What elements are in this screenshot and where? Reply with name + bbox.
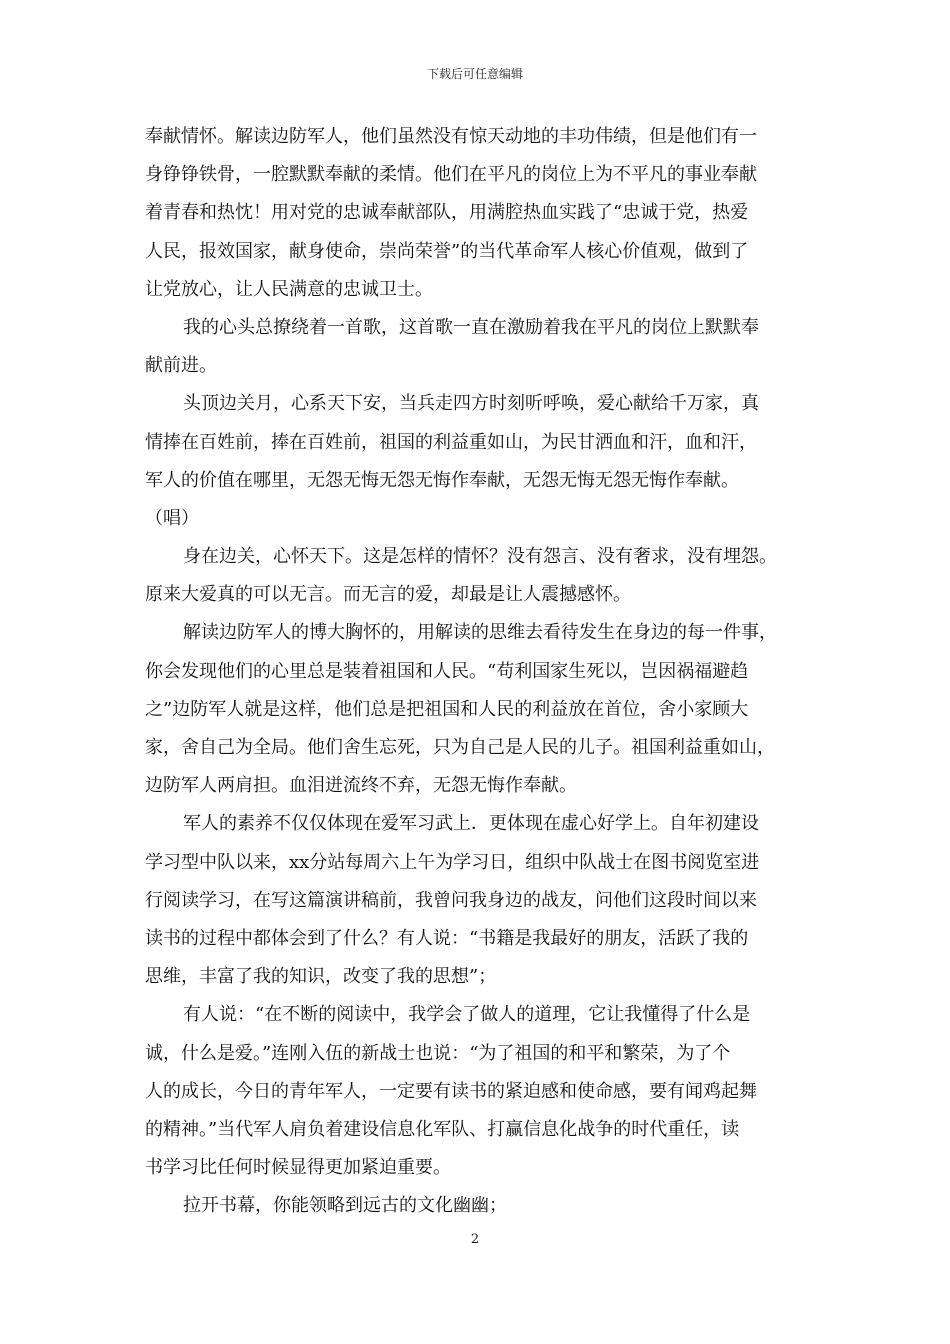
paragraph (145, 385, 809, 538)
text-line: 身在边关，心怀天下。这是怎样的情怀？没有怨言、没有奢求，没有埋怨。 (183, 546, 777, 568)
text-line: 身铮铮铁骨，一腔默默奉献的柔情。他们在平凡的岗位上为不平凡的事业奉献 (145, 164, 757, 186)
text-line: 学习型中队以来，xx分站每周六上午为学习日，组织中队战士在图书阅览室进 (145, 851, 760, 873)
page-number: 2 (470, 1232, 480, 1247)
text-line: 读书的过程中都体会到了什么？有人说：“书籍是我最好的朋友，活跃了我的 (145, 927, 749, 949)
text-line: （唱） (145, 507, 199, 529)
paragraph (145, 538, 809, 614)
text-line: 有人说：“在不断的阅读中，我学会了做人的道理，它让我懂得了什么是 (183, 1004, 751, 1026)
text-line: 头顶边关月，心系天下安，当兵走四方时刻听呼唤，爱心献给千万家，真 (183, 393, 759, 415)
text-line: 奉献情怀。解读边防军人，他们虽然没有惊天动地的丰功伟绩，但是他们有一 (145, 126, 757, 147)
paragraph (145, 805, 809, 996)
text-line: 行阅读学习，在写这篇演讲稿前，我曾问我身边的战友，问他们这段时间以来 (145, 889, 757, 911)
text-line: 献前进。 (145, 355, 217, 377)
document-body (145, 118, 809, 1225)
text-line: 解读边防军人的博大胸怀的，用解读的思维去看待发生在身边的每一件事， (183, 622, 777, 644)
text-line: 原来大爱真的可以无言。而无言的爱，却最是让人震撼感怀。 (145, 584, 631, 606)
text-line: 让党放心，让人民满意的忠诚卫士。 (145, 278, 433, 300)
text-line: 边防军人两肩担。血泪迸流终不弃，无怨无悔作奉献。 (145, 775, 577, 797)
paragraph (145, 614, 809, 805)
paragraph (145, 309, 809, 385)
text-line: 军人的素养不仅仅体现在爱军习武上．更体现在虚心好学上。自年初建设 (183, 813, 759, 835)
paragraph (145, 996, 809, 1187)
text-line: 思维，丰富了我的知识，改变了我的思想”； (145, 966, 497, 988)
paragraph (145, 1187, 809, 1225)
text-line: 家，舍自己为全局。他们舍生忘死，只为自己是人民的儿子。祖国利益重如山， (145, 737, 775, 758)
text-line: 人的成长，今日的青年军人，一定要有读书的紧迫感和使命感，要有闻鸡起舞 (145, 1080, 757, 1102)
text-line: 拉开书幕，你能领略到远古的文化幽幽； (183, 1195, 507, 1217)
text-line: 我的心头总撩绕着一首歌，这首歌一直在激励着我在平凡的岗位上默默奉 (183, 316, 759, 338)
text-line: 情捧在百姓前，捧在百姓前，祖国的利益重如山，为民甘洒血和汗，血和汗， (145, 431, 757, 453)
text-line: 的精神。”当代军人肩负着建设信息化军队、打赢信息化战争的时代重任，读 (145, 1118, 740, 1140)
text-line: 你会发现他们的心里总是装着祖国和人民。“苟利国家生死以，岂因祸福避趋 (145, 660, 749, 682)
text-line: 着青春和热忱！用对党的忠诚奉献部队，用满腔热血实践了“忠诚于党，热爱 (145, 202, 749, 224)
text-line: 人民，报效国家，献身使命，崇尚荣誉”的当代革命军人核心价值观，做到了 (145, 240, 749, 262)
paragraph (145, 118, 809, 309)
page-header: 下载后可任意编辑 (426, 67, 523, 81)
text-line: 诚，什么是爱。”连刚入伍的新战士也说：“为了祖国的和平和繁荣，为了个 (145, 1042, 731, 1064)
text-line: 军人的价值在哪里，无怨无悔无怨无悔作奉献，无怨无悔无怨无悔作奉献。 (145, 469, 739, 491)
text-line: 之”边防军人就是这样，他们总是把祖国和人民的利益放在首位，舍小家顾大 (145, 698, 749, 720)
text-line: 书学习比任何时候显得更加紧迫重要。 (145, 1157, 451, 1179)
